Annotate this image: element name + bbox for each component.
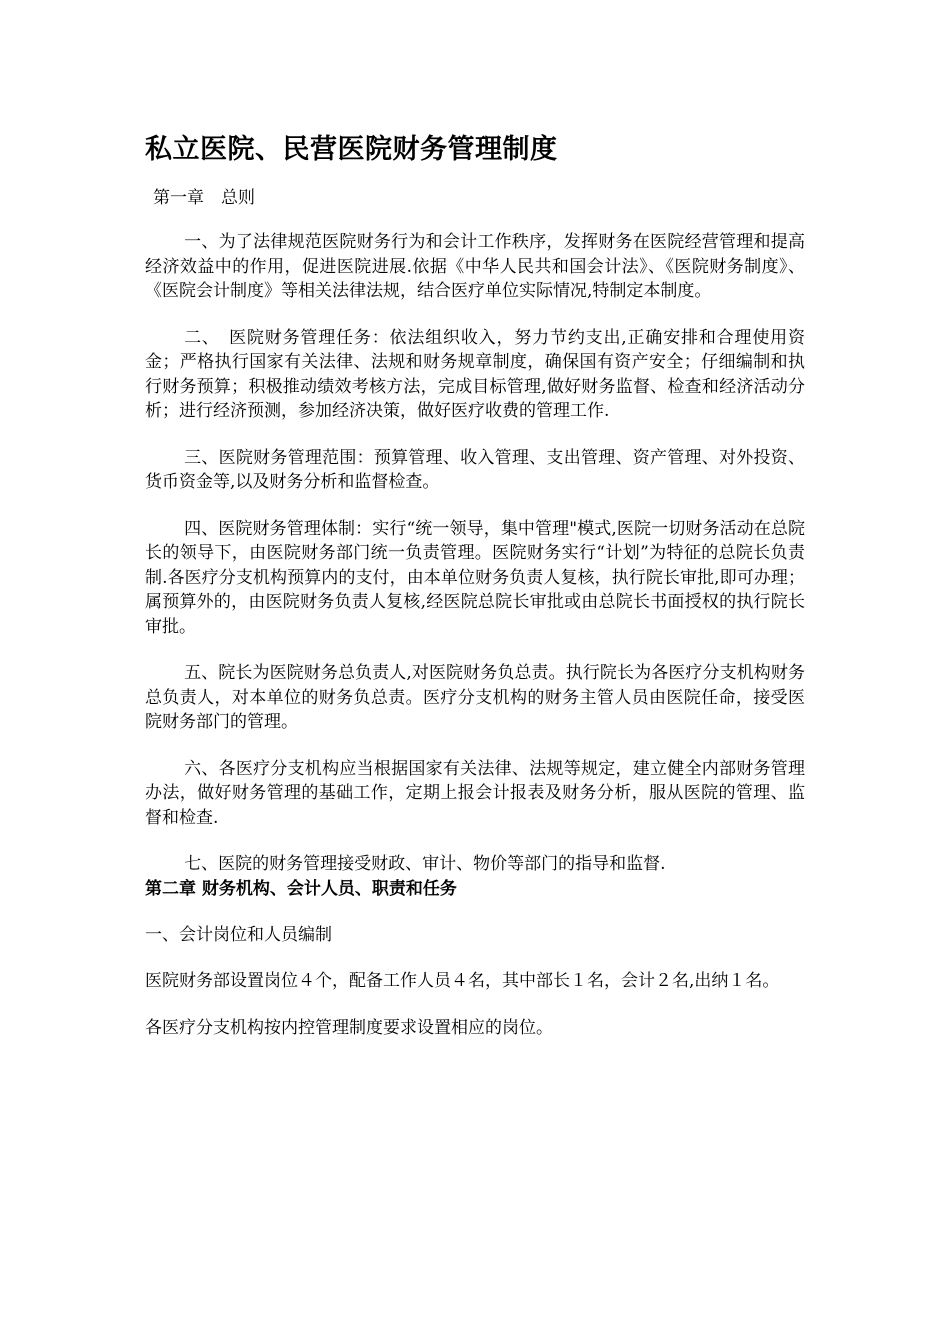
section-heading: 一、会计岗位和人员编制 [145, 924, 332, 945]
document-page [145, 128, 805, 1062]
chapter-heading: 第二章 财务机构、会计人员、职责和任务 [145, 878, 457, 899]
paragraph: 五、院长为医院财务总负责人,对医院财务负总责。执行院长为各医疗分支机构财务总负责人，对本单位的财务负总责。医疗分支机构的财务主管人员由医院任命，接受医院财务部门的管理。 [145, 663, 805, 732]
paragraph: 二、 医院财务管理任务：依法组织收入，努力节约支出,正确安排和合理使用资金；严格执行国家有关法律、法规和财务规章制度，确保国有资产安全；仔细编制和执行财务预算；积极推动绩效考核方法，完成目标管理,做好财务监督、检查和经济活动分析；进行经济预测，参加经济决策，做好医疗收费的管理工作. [145, 327, 805, 421]
paragraph: 一、为了法律规范医院财务行为和会计工作秩序，发挥财务在医院经营管理和提高经济效益中的作用，促进医院进展.依据《中华人民共和国会计法》、《医院财务制度》、《医院会计制度》等相关法律法规，结合医疗单位实际情况,特制定本制度。 [145, 232, 805, 301]
document-title: 私立医院、民营医院财务管理制度 [145, 134, 558, 165]
paragraph: 七、医院的财务管理接受财政、审计、物价等部门的指导和监督. [184, 854, 666, 874]
paragraph: 六、各医疗分支机构应当根据国家有关法律、法规等规定，建立健全内部财务管理办法，做好财务管理的基础工作，定期上报会计报表及财务分析，服从医院的管理、监督和检查. [145, 758, 805, 828]
paragraph: 三、医院财务管理范围：预算管理、收入管理、支出管理、资产管理、对外投资、货币资金等,以及财务分析和监督检查。 [145, 447, 805, 492]
chapter-heading: 第一章 总则 [153, 188, 255, 208]
paragraph: 医院财务部设置岗位４个，配备工作人员４名，其中部长１名，会计２名,出纳１名。 [145, 971, 780, 991]
paragraph: 各医疗分支机构按内控管理制度要求设置相应的岗位。 [145, 1017, 553, 1038]
paragraph: 四、医院财务管理体制：实行“统一领导，集中管理"模式,医院一切财务活动在总院长的领导下，由医院财务部门统一负责管理。医院财务实行“计划”为特征的总院长负责制.各医疗分支机构预算内的支付，由本单位财务负责人复核，执行院长审批,即可办理；属预算外的，由医院财务负责人复核,经医院总院长审批或由总院长书面授权的执行院长审批。 [145, 518, 805, 637]
